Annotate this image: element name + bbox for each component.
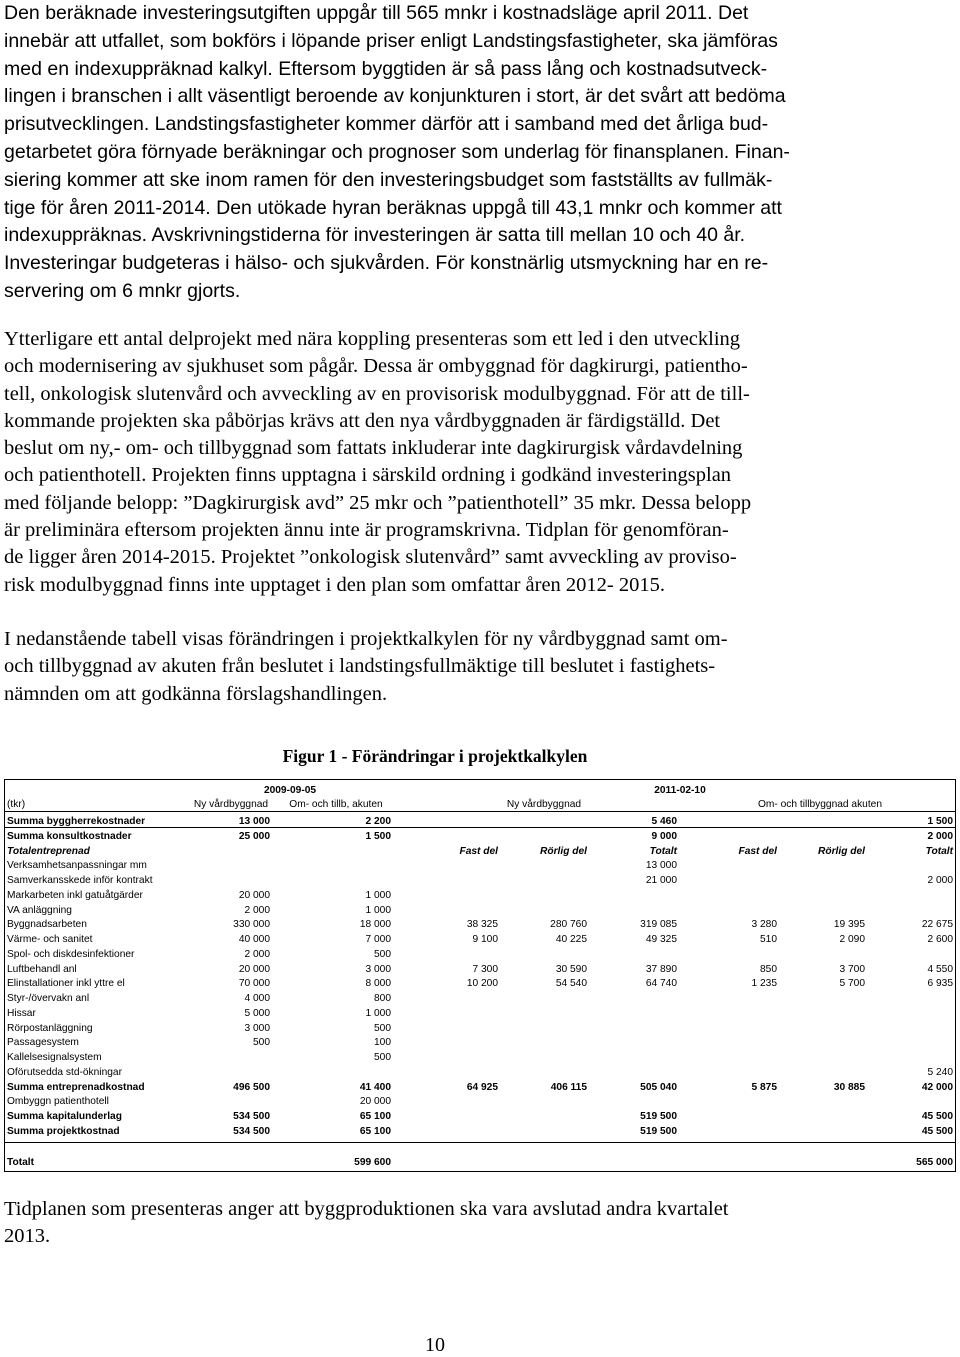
- row-cell-e: 319 085: [640, 919, 677, 931]
- row-cell-g: 19 395: [833, 919, 865, 931]
- text-line: med en indexuppräknad kalkyl. Eftersom byggtiden är så pass lång och kostnadsutveck-: [4, 57, 768, 80]
- row-cell-a: 70 000: [238, 978, 270, 990]
- paragraph-table-intro: [4, 626, 844, 708]
- row-cell-f: 3 280: [751, 919, 777, 931]
- row-cell-a: 2 000: [244, 904, 270, 916]
- row-cell-e: 519 500: [640, 1111, 677, 1122]
- header-ny-vardbyggnad-2009: Ny vårdbyggnad: [193, 799, 269, 810]
- row-cell-e: 9 000: [651, 830, 677, 842]
- text-line: och modernisering av sjukhuset som pågår. Dessa är ombyggnad för dagkirurgi, patientho-: [4, 355, 748, 378]
- text-line: och patienthotell. Projekten finns upptagna i särskild ordning i godkänd investeringsplan: [4, 464, 732, 487]
- row-label: Summa kapitalunderlag: [7, 1111, 122, 1122]
- row-cell-b: 2 200: [365, 816, 391, 827]
- row-cell-b: 65 100: [359, 1125, 391, 1137]
- row-cell-b: 7 000: [365, 934, 391, 945]
- text-line: tell, onkologisk slutenvård och avveckling av en provisorisk modulbyggnad. För att de till-: [4, 382, 750, 405]
- row-cell-a: 5 000: [244, 1007, 270, 1019]
- row-cell-a: 20 000: [238, 889, 270, 901]
- row-label: Markarbeten inkl gatuåtgärder: [7, 889, 143, 901]
- row-cell-g: 5 700: [839, 978, 865, 990]
- row-cell-c: 10 200: [466, 978, 498, 990]
- row-cell-h: 45 500: [921, 1111, 953, 1122]
- row-cell-a: 500: [253, 1037, 270, 1049]
- row-cell-a: 4 000: [244, 993, 270, 1004]
- text-line: innebär att utfallet, som bokförs i löpande priser enligt Landstingsfastigheter, ska jämföras: [4, 29, 778, 52]
- row-cell-h: 5 240: [927, 1066, 953, 1078]
- row-label: Byggnadsarbeten: [7, 919, 87, 931]
- row-label: Totalentreprenad: [7, 845, 90, 857]
- header-date-2009: 2009-09-05: [263, 785, 317, 796]
- figure-title: Figur 1 - Förändringar i projektkalkylen: [282, 746, 588, 766]
- row-cell-c: Fast del: [459, 845, 498, 857]
- row-cell-b: 18 000: [359, 919, 391, 931]
- row-cell-b: 3 000: [365, 963, 391, 975]
- row-cell-f: 5 875: [751, 1081, 777, 1093]
- row-cell-h: 45 500: [921, 1125, 953, 1137]
- row-cell-b: 1 000: [365, 1007, 391, 1019]
- row-cell-c: 38 325: [466, 919, 498, 931]
- row-label: Summa konsultkostnader: [7, 830, 132, 842]
- row-cell-h: 4 550: [927, 963, 953, 975]
- row-cell-b: 1 000: [365, 889, 391, 901]
- row-cell-b: 41 400: [359, 1081, 391, 1093]
- row-cell-d: Rörlig del: [540, 845, 587, 857]
- row-cell-f: 510: [760, 934, 777, 945]
- text-line: och tillbyggnad av akuten från beslutet i landstingsfullmäktige till beslutet i fastighets-: [4, 655, 716, 678]
- page-number: 10: [425, 1334, 445, 1356]
- text-line: kommande projekten ska påbörjas krävs att den nya vårdbyggnaden är färdigställd. Det: [4, 409, 721, 432]
- row-cell-e: 37 890: [645, 963, 677, 975]
- row-label: Verksamhetsanpassningar mm: [7, 860, 147, 872]
- row-label: Summa projektkostnad: [7, 1125, 120, 1137]
- row-label: Hissar: [7, 1007, 36, 1019]
- row-cell-b: 500: [374, 1022, 391, 1034]
- row-cell-d: 54 540: [555, 978, 587, 990]
- paragraph-timeline: [4, 1196, 854, 1251]
- text-line: Den beräknade investeringsutgiften uppgår till 565 mnkr i kostnadsläge april 2011. Det: [4, 2, 749, 24]
- text-line: Tidplanen som presenteras anger att byggproduktionen ska vara avslutad andra kvartalet: [4, 1198, 729, 1220]
- row-cell-c: 9 100: [472, 934, 498, 945]
- row-cell-e: 64 740: [645, 978, 677, 990]
- text-line: siering kommer att ske inom ramen för den investeringsbudget som fastställts av fullmäk-: [4, 168, 773, 191]
- row-cell-f: Fast del: [738, 845, 777, 857]
- row-cell-h: 6 935: [927, 978, 953, 990]
- row-cell-h: 42 000: [921, 1081, 953, 1093]
- text-line: prisutvecklingen. Landstingsfastigheter kommer därför att i samband med det årliga bud-: [4, 113, 769, 136]
- row-label: Samverkansskede inför kontrakt: [7, 875, 153, 886]
- row-cell-e: 49 325: [645, 934, 677, 945]
- row-cell-a: 330 000: [233, 919, 270, 931]
- paragraph-subprojects: [4, 326, 844, 599]
- row-cell-b: 65 100: [359, 1111, 391, 1122]
- text-line: servering om 6 mnkr gjorts.: [4, 279, 241, 302]
- text-line: indexuppräknas. Avskrivningstiderna för investeringen är satta till mellan 10 och 40 år.: [4, 224, 746, 247]
- row-cell-b: 500: [374, 1052, 391, 1063]
- row-cell-b: 100: [374, 1037, 391, 1049]
- paragraph-investment-cost: [4, 0, 844, 306]
- header-om-tillb-akuten-2011: Om- och tillbyggnad akuten: [757, 799, 883, 810]
- header-date-2011: 2011-02-10: [654, 785, 706, 796]
- row-cell-h: 1 500: [927, 816, 953, 827]
- text-line: Investeringar budgeteras i hälso- och sjukvården. För konstnärlig utsmyckning har en re-: [4, 252, 769, 275]
- text-line: Ytterligare ett antal delprojekt med nära koppling presenteras som ett led i den utveckling: [4, 328, 741, 350]
- header-om-tillb-akuten-2009: Om- och tillb, akuten: [289, 799, 383, 810]
- row-label: Rörpostanläggning: [7, 1022, 93, 1034]
- row-cell-d: 30 590: [555, 963, 587, 975]
- row-cell-b: 8 000: [365, 978, 391, 990]
- row-cell-a: 3 000: [244, 1022, 270, 1034]
- text-line: beslut om ny,- om- och tillbyggnad som fattats inkluderar inte dagkirurgisk vårdavdelning: [4, 437, 743, 460]
- text-line: 2013.: [4, 1225, 51, 1248]
- row-cell-e: 5 460: [651, 816, 677, 827]
- row-cell-a: 2 000: [244, 948, 270, 960]
- row-cell-h: 22 675: [921, 919, 953, 931]
- table-rules: [5, 780, 955, 1171]
- row-cell-a: 534 500: [233, 1111, 270, 1122]
- row-label: Oförutsedda std-ökningar: [7, 1066, 122, 1078]
- text-line: är preliminära eftersom projekten ännu inte är programskrivna. Tidplan för genomföran-: [4, 519, 729, 542]
- row-cell-a: 40 000: [238, 934, 270, 945]
- row-cell-d: 280 760: [550, 919, 587, 931]
- row-cell-a: 20 000: [238, 963, 270, 975]
- row-cell-h: 2 600: [927, 934, 953, 945]
- row-label: Styr-/övervakn anl: [7, 993, 90, 1004]
- row-cell-h: 2 000: [927, 830, 953, 842]
- header-ny-vardbyggnad-2011: Ny vårdbyggnad: [506, 799, 582, 810]
- row-cell-a: 496 500: [233, 1081, 270, 1093]
- row-cell-g: Rörlig del: [818, 845, 865, 857]
- row-label: Ombyggn patienthotell: [7, 1096, 109, 1108]
- row-cell-c: 7 300: [472, 963, 498, 975]
- total-value-2011: 565 000: [916, 1157, 953, 1168]
- text-line: med följande belopp: ”Dagkirurgisk avd” 25 mkr och ”patienthotell” 35 mkr. Dessa belopp: [4, 491, 752, 514]
- row-label: Kallelsesignalsystem: [7, 1052, 102, 1063]
- row-cell-e: 21 000: [645, 875, 677, 886]
- row-cell-h: 2 000: [927, 875, 953, 886]
- text-line: lingen i branschen i allt väsentligt beroende av konjunkturen i stort, är det svårt att bedöma: [4, 85, 786, 108]
- row-cell-e: 519 500: [640, 1125, 677, 1137]
- row-cell-g: 30 885: [833, 1081, 865, 1093]
- row-cell-e: Totalt: [649, 845, 677, 857]
- row-cell-b: 20 000: [359, 1096, 391, 1108]
- row-label: Passagesystem: [7, 1037, 79, 1049]
- row-label: Summa entreprenadkostnad: [7, 1081, 145, 1093]
- row-cell-a: 534 500: [233, 1125, 270, 1137]
- text-line: nämnden om att godkänna förslagshandlingen.: [4, 682, 388, 705]
- text-line: tige för åren 2011-2014. Den utökade hyran beräknas uppgå till 43,1 mnkr och kommer att: [4, 196, 782, 219]
- text-line: risk modulbyggnad finns inte upptaget i den plan som omfattar åren 2012- 2015.: [4, 573, 665, 596]
- row-cell-e: 13 000: [645, 860, 677, 872]
- text-line: de ligger åren 2014-2015. Projektet ”onkologisk slutenvård” samt avveckling av proviso-: [4, 546, 737, 569]
- row-cell-e: 505 040: [640, 1081, 677, 1093]
- row-label: Summa byggherrekostnader: [7, 816, 146, 827]
- row-label: VA anläggning: [7, 904, 72, 916]
- total-label: Totalt: [7, 1157, 34, 1168]
- row-cell-b: 800: [374, 993, 391, 1004]
- row-cell-c: 64 925: [466, 1081, 498, 1093]
- total-value-2009: 599 600: [354, 1157, 391, 1168]
- row-cell-g: 3 700: [839, 963, 865, 975]
- cost-table: [4, 779, 956, 1172]
- row-label: Luftbehandl anl: [7, 963, 77, 975]
- header-unit: (tkr): [7, 799, 26, 810]
- row-cell-b: 1 000: [365, 904, 391, 916]
- row-cell-a: 25 000: [238, 830, 270, 842]
- row-label: Värme- och sanitet: [7, 934, 93, 945]
- text-line: I nedanstående tabell visas förändringen i projektkalkylen för ny vårdbyggnad samt om-: [4, 628, 728, 650]
- text-line: getarbetet göra förnyade beräkningar och prognoser som underlag för finansplanen. Finan-: [4, 140, 790, 163]
- row-cell-b: 1 500: [365, 830, 391, 842]
- row-cell-a: 13 000: [238, 816, 270, 827]
- row-cell-b: 500: [374, 948, 391, 960]
- row-label: Elinstallationer inkl yttre el: [7, 978, 125, 990]
- row-cell-d: 40 225: [555, 934, 587, 945]
- row-cell-g: 2 090: [839, 934, 865, 945]
- row-cell-f: 1 235: [751, 978, 777, 990]
- row-cell-h: Totalt: [925, 845, 953, 857]
- row-cell-f: 850: [760, 963, 777, 975]
- row-label: Spol- och diskdesinfektioner: [7, 948, 135, 960]
- row-cell-d: 406 115: [550, 1081, 587, 1093]
